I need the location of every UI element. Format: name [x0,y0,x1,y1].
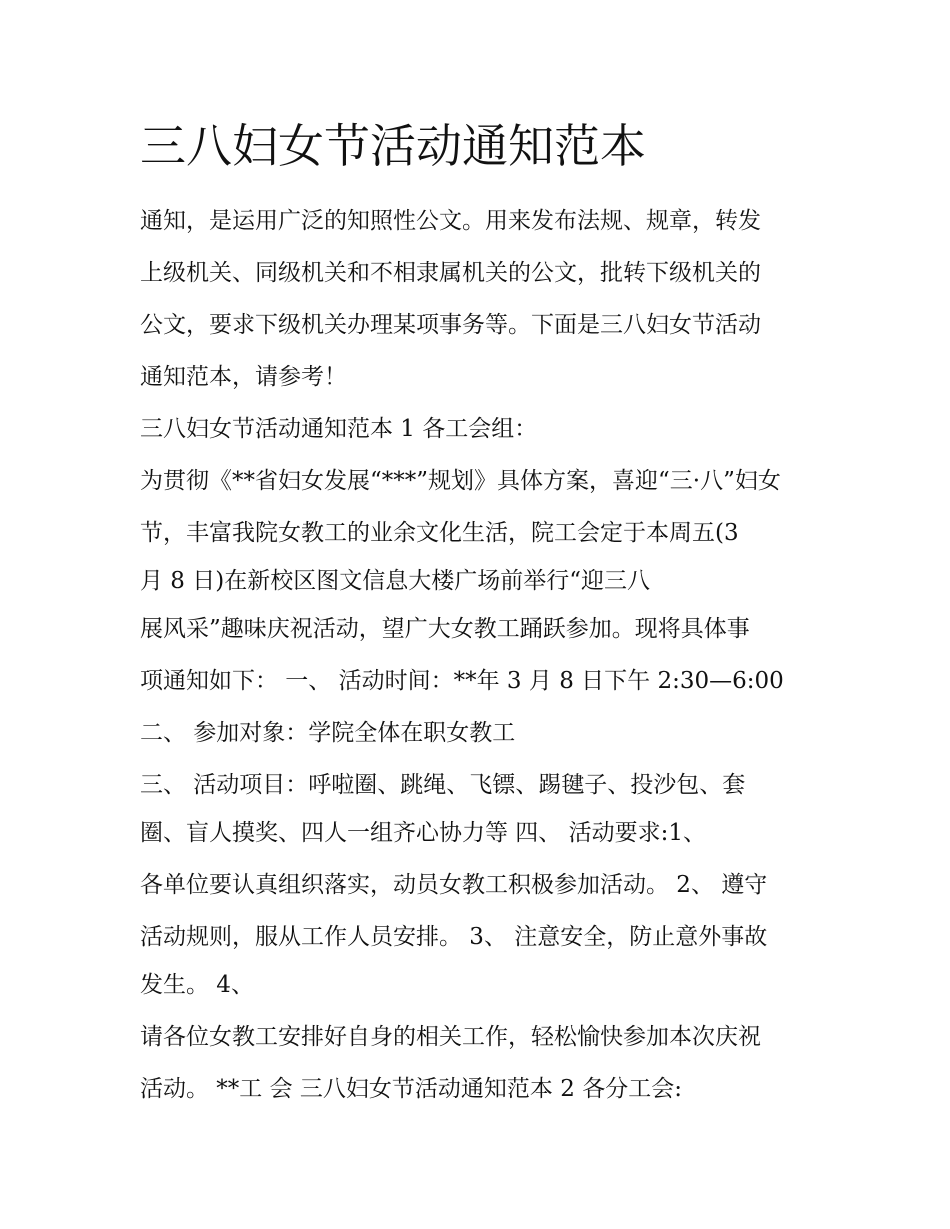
document-title: 三八妇女节活动通知范本 [140,119,646,173]
body-line-12: 三、 活动项目：呼啦圈、跳绳、飞镖、踢毽子、投沙包、套 [140,772,746,798]
body-line-17: 请各位女教工安排好自身的相关工作，轻松愉快参加本次庆祝 [140,1024,761,1050]
body-line-4: 通知范本，请参考！ [140,364,347,390]
body-line-10: 项通知如下： 一、 活动时间：**年 3 月 8 日下午 2:30—6:00 [140,668,784,694]
body-line-13: 圈、盲人摸奖、四人一组齐心协力等 四、 活动要求:1、 [140,820,707,846]
body-line-1: 通知，是运用广泛的知照性公文。用来发布法规、规章，转发 [140,208,761,234]
body-line-11: 二、 参加对象：学院全体在职女教工 [140,720,516,746]
body-line-15: 活动规则，服从工作人员安排。 3、 注意安全，防止意外事故 [140,924,768,950]
body-line-3: 公文，要求下级机关办理某项事务等。下面是三八妇女节活动 [140,312,761,338]
body-line-6: 为贯彻《**省妇女发展“***”规划》具体方案，喜迎“三·八”妇女 [140,468,781,494]
body-line-2: 上级机关、同级机关和不相隶属机关的公文，批转下级机关的 [140,260,761,286]
body-line-5: 三八妇女节活动通知范本 1 各工会组： [140,416,538,442]
body-line-7: 节，丰富我院女教工的业余文化生活，院工会定于本周五(3 [140,520,739,546]
body-line-16: 发生。 4、 [140,972,254,998]
body-line-9: 展风采”趣味庆祝活动，望广大女教工踊跃参加。现将具体事 [140,616,750,642]
body-line-14: 各单位要认真组织落实，动员女教工积极参加活动。 2、 遵守 [140,872,768,898]
body-line-8: 月 8 日)在新校区图文信息大楼广场前举行“迎三八 [140,568,650,594]
body-line-18: 活动。 **工 会 三八妇女节活动通知范本 2 各分工会: [140,1076,682,1102]
